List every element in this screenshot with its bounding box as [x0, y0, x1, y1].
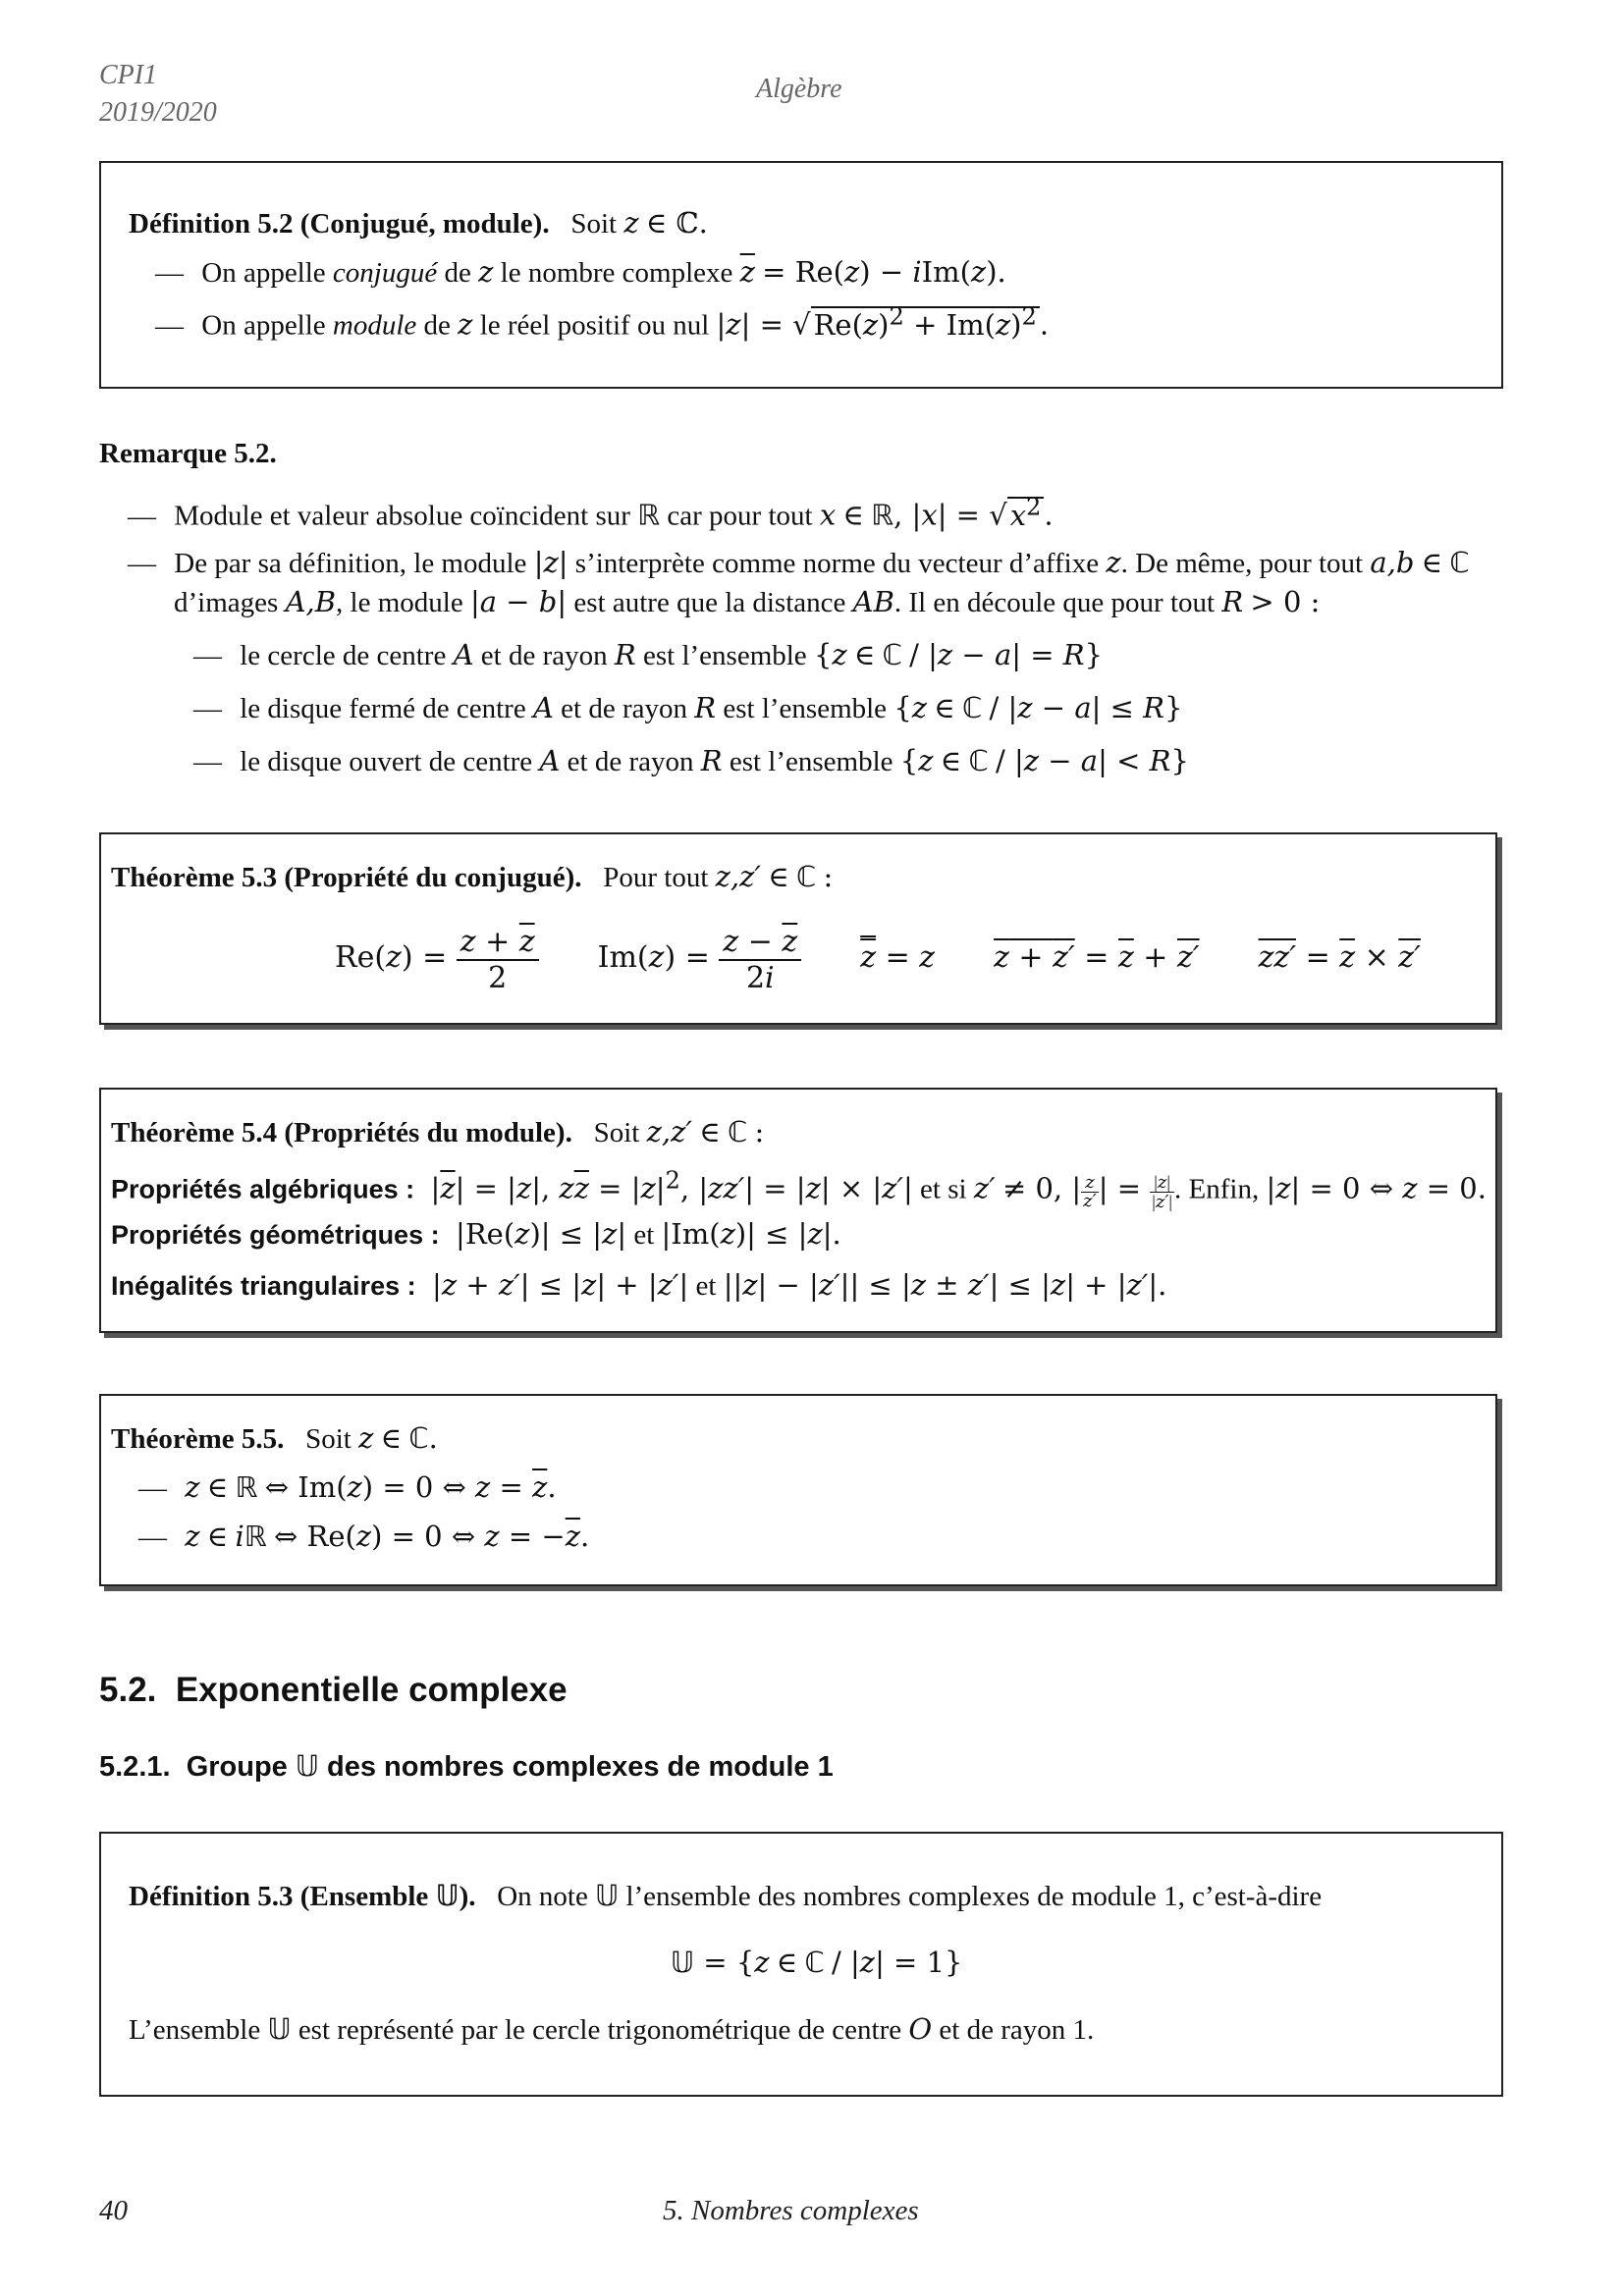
tri-label: Inégalités triangulaires : — [111, 1271, 416, 1301]
definition-5-2-box — [99, 161, 1503, 389]
def52-item-module: — On appelle module de z le réel positif ou nul |z| = √ $Re(z)^2 + Im(z)^2$ . — [155, 302, 1050, 342]
theorem-5-5-box — [99, 1394, 1497, 1586]
thm55-title: Théorème 5.5. — [111, 1423, 285, 1455]
def52-title: Définition 5.2 (Conjugué, module). — [129, 208, 550, 240]
def52-item-conjugue: — On appelle conjugué de z le nombre complexe $\overline{z} = Re(z) - iIm(z)$. — [155, 255, 1006, 289]
rem52-item-2: — De par sa définition, le module |z| s’interprète comme norme du vecteur d’affixe z. De même, pour tout a,b ∈ ℂ — [128, 546, 1470, 579]
footer-page-number: 40 — [99, 2195, 128, 2226]
thm53-title: Théorème 5.3 (Propriété du conjugué). — [111, 862, 582, 893]
subsection-heading: 5.2.1. Groupe 𝕌 des nombres complexes de module 1 — [99, 1749, 834, 1783]
rem52-sub-disque-ferme: — le disque fermé de centre A et de rayon R est l’ensemble {z ∈ ℂ / |z − a| ≤ R} — [193, 691, 1183, 724]
thm54-title-line: Théorème 5.4 (Propriétés du module). Soit z,z′ ∈ ℂ : — [111, 1115, 765, 1148]
rem52-title: Remarque 5.2. — [99, 438, 277, 469]
header-subject: Algèbre — [756, 74, 842, 104]
header-year: 2019/2020 — [99, 97, 217, 128]
thm54-geometric: Propriétés géométriques : |Re(z)| ≤ |z| et |Im(z)| ≤ |z|. — [111, 1217, 841, 1251]
def53-title: Définition 5.3 (Ensemble — [129, 1881, 429, 1912]
alg-label: Propriétés algébriques : — [111, 1174, 415, 1204]
section-heading: 5.2. Exponentielle complexe — [99, 1671, 568, 1709]
theorem-5-3-box — [99, 832, 1497, 1025]
def52-intro: Soit — [570, 208, 618, 240]
def53-set-formula: 𝕌 = {z ∈ ℂ / |z| = 1} — [671, 1946, 963, 1979]
thm55-item-imaginary: — z ∈ iℝ ⇔ Re(z) = 0 ⇔ $z = -\overline{z}$. — [138, 1520, 590, 1553]
re-fraction: $\frac{z + \overline{z}}{2}$ — [457, 925, 539, 995]
geo-label: Propriétés géométriques : — [111, 1220, 440, 1250]
thm53-formulas: Re(z) = $\frac{z + \overline{z}}{2}$ Im(z) = $\frac{z - \overline{z}}{2i}$ z = z $z + z' = \overline{z} + z'$ $zz' = \overline{z} \times z'$ — [335, 925, 1421, 995]
rem52-item-2-line-2: d’images A,B, le module |a − b| est autre que la distance AB. Il en découle que pour tout R > 0 : — [174, 585, 1321, 618]
im-fraction: $\frac{z - \overline{z}}{2i}$ — [719, 925, 801, 995]
theorem-5-4-box — [99, 1088, 1497, 1333]
thm54-algebraic: Propriétés algébriques : $|\overline{z}| = |z|$, $z\overline{z} = |z|^2$, |zz′| = |z| × |z′| et si z′ ≠ 0, | $\frac{z}{z'}$ | = $\frac{|z|}{|z'|}$ . Enfin, |z| = 0 ⇔ z = 0. — [111, 1166, 1487, 1212]
header-course: CPI1 — [99, 60, 158, 90]
thm53-title-line: Théorème 5.3 (Propriété du conjugué). Pour tout z,z′ ∈ ℂ : — [111, 860, 834, 893]
thm54-triangular: Inégalités triangulaires : |z + z′| ≤ |z| + |z′| et ||z| − |z′|| ≤ |z ± z′| ≤ |z| + |z′|. — [111, 1268, 1167, 1302]
header-course-info — [99, 57, 217, 132]
rem52-sub-cercle: — le cercle de centre A et de rayon R est l’ensemble {z ∈ ℂ / |z − a| = R} — [193, 638, 1104, 671]
rem52-item-1: — Module et valeur absolue coïncident sur ℝ car pour tout x ∈ ℝ, |x| = √ $x^2$ . — [128, 493, 1054, 532]
def53-line-3: L’ensemble 𝕌 est représenté par le cercle trigonométrique de centre O et de rayon 1. — [129, 2012, 1095, 2046]
thm55-item-real: — z ∈ ℝ ⇔ Im(z) = 0 ⇔ $z = \overline{z}$. — [138, 1470, 557, 1504]
footer-chapter: 5. Nombres complexes — [663, 2195, 919, 2226]
definition-5-3-box — [99, 1832, 1503, 2097]
thm55-title-line: Théorème 5.5. Soit z ∈ ℂ. — [111, 1421, 438, 1455]
rem52-sub-disque-ouvert: — le disque ouvert de centre A et de rayon R est l’ensemble {z ∈ ℂ / |z − a| < R} — [193, 744, 1189, 777]
def52-title-line: Définition 5.2 (Conjugué, module). Soit z ∈ ℂ. — [129, 206, 708, 240]
def53-line-1: Définition 5.3 (Ensemble 𝕌). On note 𝕌 l’ensemble des nombres complexes de module 1, c’est-à-dire — [129, 1879, 1323, 1912]
thm54-title: Théorème 5.4 (Propriétés du module). — [111, 1117, 572, 1148]
